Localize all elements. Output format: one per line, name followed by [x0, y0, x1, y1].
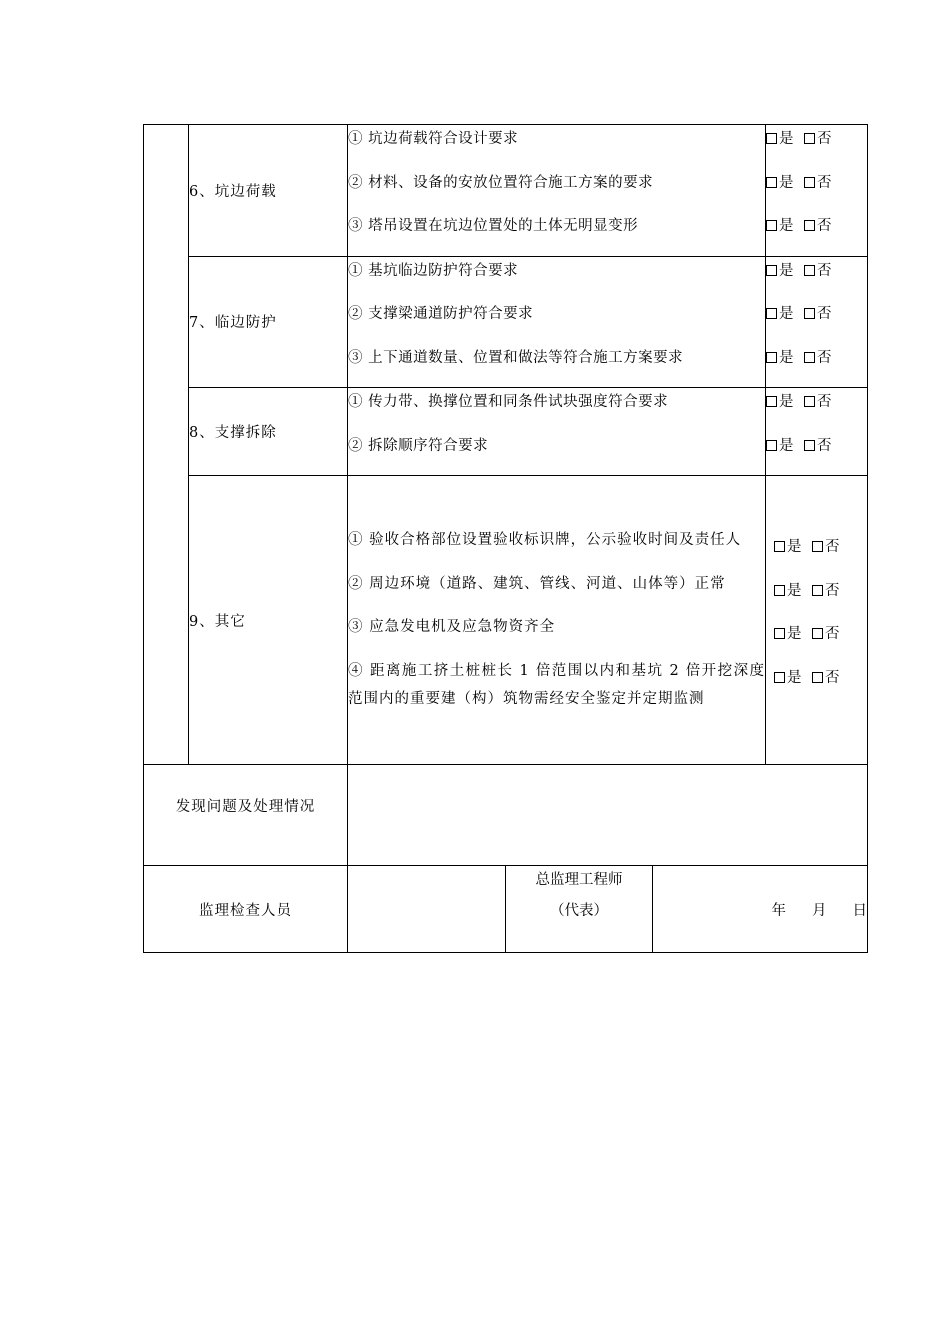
requirements-cell	[348, 388, 766, 476]
requirement-text: ② 拆除顺序符合要求	[348, 437, 489, 454]
yes-no-check	[766, 125, 867, 169]
no-option[interactable]: 否	[804, 131, 832, 147]
check-cell	[766, 388, 868, 476]
no-option[interactable]: 否	[804, 306, 832, 322]
yes-no-check	[766, 344, 867, 388]
date-cell[interactable]	[653, 866, 868, 953]
chief-engineer-cell	[506, 866, 653, 953]
requirement-text: ① 坑边荷载符合设计要求	[348, 131, 519, 147]
yes-option[interactable]: 是	[766, 218, 794, 234]
yes-no-check	[774, 664, 867, 708]
inspector-field[interactable]	[348, 866, 506, 953]
checkbox-icon[interactable]	[804, 133, 815, 144]
yes-option[interactable]: 是	[766, 263, 794, 279]
requirement-text: ④ 距离施工挤土桩桩长 1 倍范围以内和基坑 2 倍开挖深度范围内的重要建（构）筑物需经安全鉴定并定期监测	[348, 662, 766, 708]
yes-option[interactable]: 是	[766, 394, 794, 410]
requirement-text: ③ 塔吊设置在坑边位置处的土体无明显变形	[348, 218, 639, 234]
item-title: 9、其它	[189, 476, 348, 765]
checkbox-icon[interactable]	[766, 352, 777, 363]
requirements-cell	[348, 125, 766, 257]
chief-engineer-label: 总监理工程师	[535, 872, 623, 888]
item-row-7	[144, 256, 868, 388]
checkbox-icon[interactable]	[812, 628, 823, 639]
date-year: 年	[771, 902, 787, 919]
yes-option[interactable]: 是	[766, 131, 794, 147]
requirement-text: ① 基坑临边防护符合要求	[348, 262, 519, 279]
yes-option[interactable]: 是	[774, 626, 802, 642]
no-option[interactable]: 否	[812, 626, 840, 642]
requirement-text: ③ 上下通道数量、位置和做法等符合施工方案要求	[348, 349, 684, 366]
checkbox-icon[interactable]	[774, 628, 785, 639]
no-option[interactable]: 否	[812, 539, 840, 555]
no-option[interactable]: 否	[804, 394, 832, 410]
checkbox-icon[interactable]	[812, 585, 823, 596]
no-option[interactable]: 否	[804, 263, 832, 279]
yes-no-check	[766, 432, 867, 476]
date-day: 日	[852, 902, 868, 919]
yes-option[interactable]: 是	[766, 306, 794, 322]
yes-no-check	[774, 620, 867, 664]
requirements-cell	[348, 256, 766, 388]
checkbox-icon[interactable]	[804, 265, 815, 276]
no-option[interactable]: 否	[804, 218, 832, 234]
item-title: 6、坑边荷载	[189, 125, 348, 257]
yes-no-check	[774, 533, 867, 577]
checkbox-icon[interactable]	[774, 672, 785, 683]
checkbox-icon[interactable]	[804, 177, 815, 188]
checkbox-icon[interactable]	[804, 308, 815, 319]
checkbox-icon[interactable]	[804, 396, 815, 407]
yes-option[interactable]: 是	[774, 539, 802, 555]
checkbox-icon[interactable]	[804, 440, 815, 451]
yes-no-check	[766, 388, 867, 432]
requirement-text: ② 周边环境（道路、建筑、管线、河道、山体等）正常	[348, 575, 726, 592]
checkbox-icon[interactable]	[766, 133, 777, 144]
requirement-text: ② 材料、设备的安放位置符合施工方案的要求	[348, 174, 654, 191]
item-row-9	[144, 476, 868, 765]
check-cell	[766, 256, 868, 388]
date-month: 月	[812, 902, 827, 919]
checkbox-icon[interactable]	[812, 672, 823, 683]
no-option[interactable]: 否	[812, 670, 840, 686]
requirement-text: ① 传力带、换撑位置和同条件试块强度符合要求	[348, 394, 669, 410]
checkbox-icon[interactable]	[774, 585, 785, 596]
item-row-6	[144, 125, 868, 257]
no-option[interactable]: 否	[812, 583, 840, 599]
no-option[interactable]: 否	[804, 175, 832, 191]
inspector-label: 监理检查人员	[144, 866, 348, 953]
checkbox-icon[interactable]	[766, 177, 777, 188]
category-cell	[144, 125, 189, 765]
problems-row	[144, 765, 868, 866]
yes-option[interactable]: 是	[766, 175, 794, 191]
yes-no-check	[774, 577, 867, 621]
problems-field[interactable]	[348, 765, 868, 866]
checkbox-icon[interactable]	[812, 541, 823, 552]
requirements-cell	[348, 476, 766, 765]
yes-option[interactable]: 是	[774, 670, 802, 686]
checkbox-icon[interactable]	[774, 541, 785, 552]
checkbox-icon[interactable]	[766, 440, 777, 451]
requirement-text: ③ 应急发电机及应急物资齐全	[348, 619, 556, 636]
yes-no-check	[766, 257, 867, 301]
no-option[interactable]: 否	[804, 438, 832, 454]
checkbox-icon[interactable]	[804, 352, 815, 363]
checkbox-icon[interactable]	[766, 265, 777, 276]
checkbox-icon[interactable]	[766, 308, 777, 319]
checkbox-icon[interactable]	[766, 220, 777, 231]
yes-no-check	[766, 169, 867, 213]
inspection-table	[143, 124, 868, 953]
yes-option[interactable]: 是	[766, 350, 794, 366]
check-cell	[766, 476, 868, 765]
chief-engineer-sub: （代表）	[550, 903, 608, 919]
signoff-row	[144, 866, 868, 953]
item-title: 8、支撑拆除	[189, 388, 348, 476]
requirement-text: ② 支撑梁通道防护符合要求	[348, 306, 534, 322]
item-title: 7、临边防护	[189, 256, 348, 388]
check-cell	[766, 125, 868, 257]
yes-no-check	[766, 212, 867, 256]
problems-label: 发现问题及处理情况	[144, 765, 348, 866]
checkbox-icon[interactable]	[804, 220, 815, 231]
yes-option[interactable]: 是	[774, 583, 802, 599]
checkbox-icon[interactable]	[766, 396, 777, 407]
yes-option[interactable]: 是	[766, 438, 794, 454]
item-row-8	[144, 388, 868, 476]
requirement-text: ① 验收合格部位设置验收标识牌，公示验收时间及责任人	[348, 532, 742, 549]
yes-no-check	[766, 300, 867, 344]
no-option[interactable]: 否	[804, 350, 832, 366]
